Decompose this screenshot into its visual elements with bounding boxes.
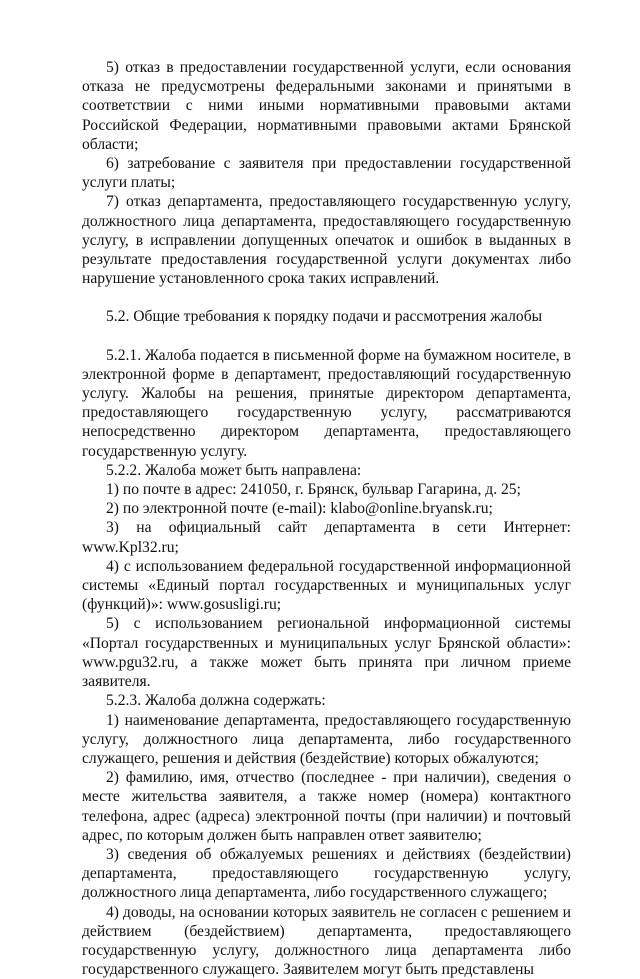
paragraph-gap xyxy=(82,288,571,307)
paragraph: 3) сведения об обжалуемых решениях и действиях (бездействии) департамента, предоставляющего государственную услугу, должностного лица департамента, либо государственного служащего; xyxy=(82,845,571,902)
paragraph: 5.2.2. Жалоба может быть направлена: xyxy=(106,461,362,479)
paragraph: 4) с использованием федеральной государственной информационной системы «Единый портал государственных и муниципальных услуг (функций)»: www.gosusligi.ru; xyxy=(82,557,571,614)
paragraph: 5.2.3. Жалоба должна содержать: xyxy=(106,692,326,710)
paragraph: 2) по электронной почте (e-mail): klabo@online.bryansk.ru; xyxy=(106,500,493,518)
paragraph: 5) отказ в предоставлении государственной услуги, если основания отказа не предусмотрены федеральными законами и принятыми в соответствии с ними иными нормативными правовыми актами Российской Федерации, нормативными правовыми актами Брянской области; xyxy=(82,59,571,153)
section-heading: 5.2. Общие требования к порядку подачи и рассмотрения жалобы xyxy=(106,308,543,326)
paragraph-gap xyxy=(82,327,571,346)
paragraph: 7) отказ департамента, предоставляющего государственную услугу, должностного лица департамента, предоставляющего государственную услугу, в исправлении допущенных опечаток и ошибок в выданных в результате предоставления государственной услуги документах либо нарушение установленного срока таких исправлений. xyxy=(82,193,571,288)
paragraph: 4) доводы, на основании которых заявитель не согласен с решением и действием (бездействием) департамента, предоставляющего государственную услугу, должностного лица департамента либо государственного служащего. Заявителем могут быть представлены xyxy=(82,903,571,979)
paragraph: 1) наименование департамента, предоставляющего государственную услугу, должностного лица департамента, либо государственного служащего, решения и действия (бездействие) которых обжалуются; xyxy=(82,711,571,767)
paragraph: 1) по почте в адрес: 241050, г. Брянск, бульвар Гагарина, д. 25; xyxy=(106,481,521,499)
paragraph: 6) затребование с заявителя при предоставлении государственной услуги платы; xyxy=(82,155,571,192)
paragraph: 3) на официальный сайт департамента в сети Интернет: www.Kpl32.ru; xyxy=(82,519,571,556)
paragraph: 5.2.1. Жалоба подается в письменной форме на бумажном носителе, в электронной форме в департамент, предоставляющий государственную услугу. Жалобы на решения, принятые директором департамента, предоставляющего государственную услугу, рассматриваются непосредственно директором департамента, предоставляющего государственную услугу. xyxy=(82,346,571,460)
paragraph: 2) фамилию, имя, отчество (последнее - при наличии), сведения о месте жительства заявителя, а также номер (номера) контактного телефона, адрес (адреса) электронной почты (при наличии) и почтовый адрес, по которым должен быть направлен ответ заявителю; xyxy=(82,769,571,844)
paragraph: 5) с использованием региональной информационной системы «Портал государственных и муниципальных услуг Брянской области»: www.pgu32.ru, а также может быть принята при личном приеме заявителя. xyxy=(82,615,571,691)
